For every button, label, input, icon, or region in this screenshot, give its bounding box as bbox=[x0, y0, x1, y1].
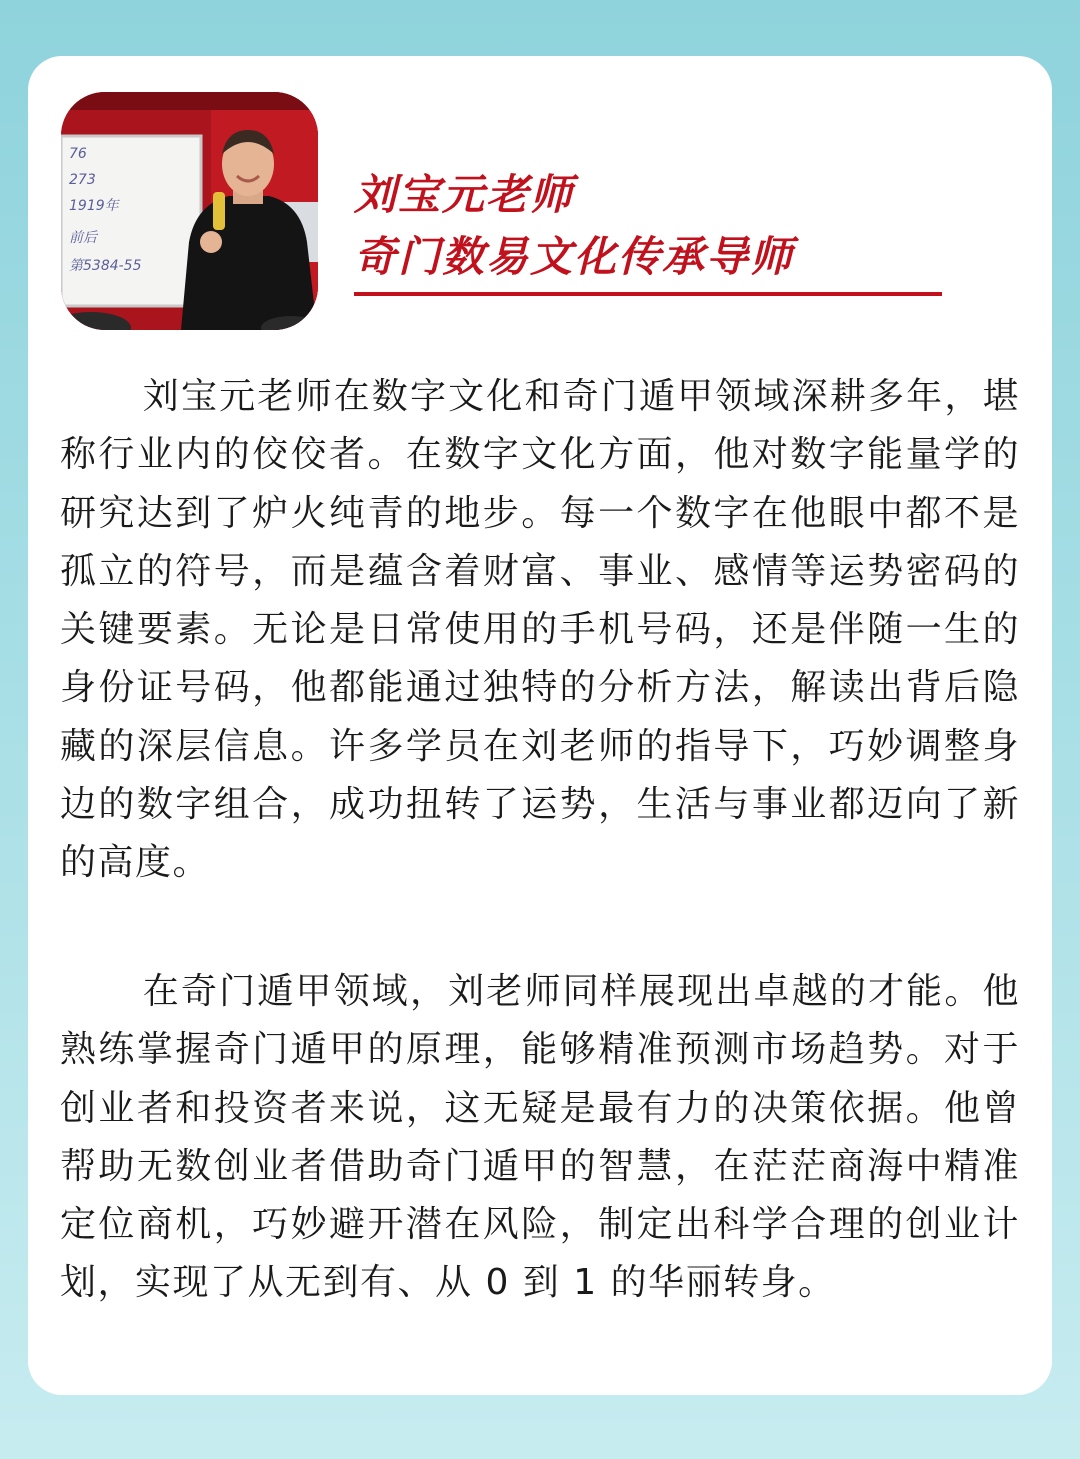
title-block bbox=[354, 164, 944, 288]
whiteboard-line: 前后 bbox=[69, 230, 97, 246]
whiteboard-line: 1919年 bbox=[69, 198, 119, 214]
teacher-photo bbox=[61, 92, 318, 330]
body-paragraph-numerology: 刘宝元老师在数字文化和奇门遁甲领域深耕多年，堪称行业内的佼佼者。在数字文化方面，他对数字能量学的研究达到了炉火纯青的地步。每一个数字在他眼中都不是孤立的符号，而是蕴含着财富、事业、感情等运势密码的关键要素。无论是日常使用的手机号码，还是伴随一生的身份证号码，他都能通过独特的分析方法，解读出背后隐藏的深层信息。许多学员在刘老师的指导下，巧妙调整身边的数字组合，成功扭转了运势，生活与事业都迈向了新的高度。 bbox=[60, 376, 1020, 884]
whiteboard-line: 76 bbox=[69, 146, 87, 162]
body-paragraph-qimen: 在奇门遁甲领域，刘老师同样展现出卓越的才能。他熟练掌握奇门遁甲的原理，能够精准预测市场趋势。对于创业者和投资者来说，这无疑是最有力的决策依据。他曾帮助无数创业者借助奇门遁甲的智慧，在茫茫商海中精准定位商机，巧妙避开潜在风险，制定出科学合理的创业计划，实现了从无到有、从 0 到 1 的华丽转身。 bbox=[60, 971, 1020, 1304]
content-card bbox=[28, 56, 1052, 1395]
whiteboard bbox=[61, 136, 201, 306]
whiteboard-line: 273 bbox=[69, 172, 96, 188]
teacher-name: 刘宝元老师 bbox=[354, 170, 575, 219]
microphone-icon bbox=[213, 192, 225, 230]
whiteboard-line: 第5384-55 bbox=[69, 258, 142, 274]
title-divider bbox=[354, 292, 942, 296]
teacher-role: 奇门数易文化传承导师 bbox=[354, 232, 795, 281]
